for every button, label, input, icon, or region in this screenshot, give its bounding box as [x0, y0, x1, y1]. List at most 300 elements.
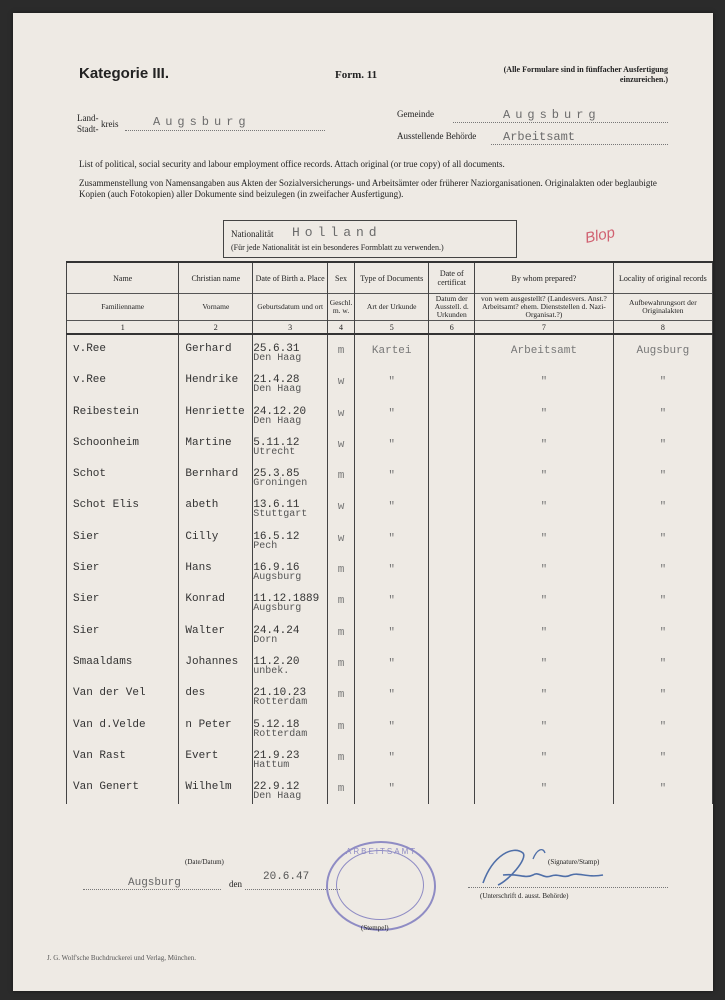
records-body [67, 334, 713, 804]
cell-first-name [179, 366, 253, 397]
behoerde-label: Ausstellende Behörde [397, 131, 477, 141]
cell-doc-type [355, 491, 429, 522]
cell-locality-text: " [659, 532, 667, 545]
cell-name [67, 585, 179, 616]
signature-line [468, 887, 668, 888]
cell-name-text: Van d.Velde [73, 718, 146, 731]
cell-sex [328, 334, 355, 366]
cell-doc-type-text: " [388, 657, 395, 670]
kreis-label: kreis [101, 119, 119, 129]
nationality-note: (Für jede Nationalität ist ein besonderes Formblatt zu verwenden.) [231, 243, 444, 252]
cell-prepared-by-text: " [540, 657, 548, 670]
cell-doc-type [355, 679, 429, 710]
cell-name-text: Sier [73, 624, 100, 637]
birth-place: Stuttgart [253, 509, 308, 521]
cell-first-name [179, 334, 253, 366]
cell-doc-type-text: " [388, 407, 395, 420]
date-value: 20.6.47 [263, 871, 310, 883]
cell-prepared-by-text: " [540, 720, 548, 733]
birth-date: 16.9.16 [253, 562, 300, 575]
cell-first-name [179, 398, 253, 429]
cell-cert-date [429, 523, 475, 554]
cell-doc-type-text: " [388, 689, 395, 702]
place-value: Augsburg [128, 877, 181, 889]
cell-cert-date [429, 398, 475, 429]
behoerde-line [491, 144, 668, 145]
cell-doc-type-text: " [388, 595, 395, 608]
form-category-title: Kategorie III. [79, 65, 170, 82]
cell-doc-type [355, 711, 429, 742]
cell-doc-type-text: Kartei [371, 345, 412, 357]
form-number: Form. 11 [335, 69, 378, 81]
cell-first-name-text: abeth [185, 499, 219, 512]
cell-locality [613, 398, 712, 429]
cell-name-text: Schot Elis [73, 499, 140, 512]
cell-doc-type [355, 334, 429, 366]
cell-prepared-by-text: Arbeitsamt [510, 345, 577, 357]
col-header-en: Locality of original records [613, 262, 712, 294]
date-label: (Date/Datum) [185, 858, 224, 866]
col-header-de: Geschl. m. w. [328, 294, 355, 321]
col-number: 2 [179, 321, 253, 335]
cell-doc-type [355, 585, 429, 616]
table-row [67, 711, 713, 742]
cell-doc-type [355, 773, 429, 804]
cell-sex-text: m [337, 689, 345, 702]
cell-locality [613, 742, 712, 773]
office-stamp-inner-ring [336, 850, 424, 920]
cell-doc-type-text: " [388, 438, 395, 451]
cell-locality [613, 773, 712, 804]
cell-sex [328, 523, 355, 554]
cell-first-name [179, 460, 253, 491]
birth-date: 21.4.28 [253, 374, 300, 387]
cell-sex-text: m [337, 751, 345, 764]
cell-sex-text: w [337, 532, 345, 545]
cell-prepared-by-text: " [540, 751, 548, 764]
cell-name-text: Van der Vel [73, 687, 146, 700]
cell-name-text: Schoonheim [73, 436, 140, 449]
cell-sex-text: m [337, 626, 345, 639]
col-number: 3 [253, 321, 328, 335]
col-header-de: Vorname [179, 294, 253, 321]
cell-birth [253, 366, 328, 397]
cell-cert-date [429, 742, 475, 773]
birth-place: Augsburg [253, 603, 302, 615]
cell-name [67, 429, 179, 460]
cell-locality-text: " [659, 595, 667, 608]
cell-first-name-text: Gerhard [185, 343, 232, 355]
birth-date: 21.10.23 [253, 687, 307, 700]
cell-sex [328, 554, 355, 585]
cell-first-name-text: n Peter [185, 718, 232, 731]
cell-name [67, 773, 179, 804]
cell-prepared-by [475, 398, 614, 429]
gemeinde-label: Gemeinde [397, 109, 434, 119]
cell-sex-text: w [337, 438, 345, 451]
cell-first-name [179, 429, 253, 460]
cell-first-name-text: des [185, 687, 206, 700]
red-pencil-mark: Blop [583, 224, 617, 247]
cell-birth [253, 711, 328, 742]
birth-place: Dorn [253, 634, 278, 646]
nationality-label: Nationalität [231, 229, 274, 239]
cell-name-text: v.Ree [73, 374, 107, 387]
cell-sex [328, 429, 355, 460]
cell-cert-date [429, 460, 475, 491]
col-header-de: von wem ausgestellt? (Landesvers. Anst.? Arbeitsamt? ehem. Dienststellen d. Nazi-Organisat.?) [475, 294, 614, 321]
cell-locality [613, 585, 712, 616]
col-number: 4 [328, 321, 355, 335]
cell-sex [328, 711, 355, 742]
cell-name [67, 334, 179, 366]
birth-date: 5.12.18 [253, 718, 300, 731]
cell-birth [253, 334, 328, 366]
cell-sex-text: w [337, 501, 345, 514]
cell-locality-text: " [659, 376, 667, 389]
cell-first-name [179, 554, 253, 585]
cell-sex [328, 648, 355, 679]
cell-first-name-text: Henriette [185, 405, 245, 418]
cell-first-name [179, 773, 253, 804]
header-row-german [67, 294, 713, 321]
cell-prepared-by [475, 679, 614, 710]
cell-sex [328, 460, 355, 491]
cell-birth [253, 429, 328, 460]
birth-place: Rotterdam [253, 728, 308, 740]
birth-date: 16.5.12 [253, 530, 300, 543]
cell-locality-text: " [659, 407, 667, 420]
birth-date: 25.3.85 [253, 468, 300, 481]
cell-sex-text: m [337, 595, 345, 608]
place-line [83, 889, 221, 890]
cell-first-name [179, 711, 253, 742]
cell-first-name-text: Walter [185, 624, 225, 637]
cell-name-text: Schot [73, 468, 107, 481]
birth-date: 13.6.11 [253, 499, 300, 512]
cell-locality-text: " [659, 501, 667, 514]
cell-name [67, 523, 179, 554]
cell-name-text: Van Genert [73, 781, 140, 794]
cell-locality-text: Augsburg [636, 345, 690, 357]
cell-name [67, 491, 179, 522]
cell-locality-text: " [659, 470, 667, 483]
cell-name-text: Sier [73, 562, 100, 575]
den-label: den [229, 879, 242, 889]
cell-first-name-text: Martine [185, 436, 232, 449]
birth-place: Utrecht [253, 446, 296, 458]
birth-place: Hattum [253, 759, 290, 771]
cell-prepared-by-text: " [540, 626, 548, 639]
cell-locality-text: " [659, 783, 667, 796]
birth-date: 24.12.20 [253, 405, 307, 418]
cell-cert-date [429, 773, 475, 804]
instructions-german: Zusammenstellung von Namensangaben aus Akten der Sozialversicherungs- und Arbeitsämter oder früherer Naziorganisationen. Originalakten oder beglaubigte Kopien (auch Fotokopien) aller Dokumente sind beizulegen (in zweifacher Ausfertigung). [79, 178, 657, 199]
cell-sex-text: m [337, 564, 345, 577]
col-header-en: Christian name [179, 262, 253, 294]
col-header-de: Familienname [67, 294, 179, 321]
cell-locality [613, 523, 712, 554]
cell-name [67, 679, 179, 710]
table-row [67, 585, 713, 616]
cell-cert-date [429, 334, 475, 366]
cell-name-text: Smaaldams [73, 655, 133, 668]
cell-doc-type-text: " [388, 720, 395, 733]
cell-prepared-by [475, 773, 614, 804]
col-header-en: By whom prepared? [475, 262, 614, 294]
birth-date: 21.9.23 [253, 749, 300, 762]
instructions-english: List of political, social security and labour employment office records. Attach original (or true copy) of all documents. [79, 159, 505, 169]
cell-locality-text: " [659, 657, 667, 670]
birth-place: Pech [253, 540, 278, 552]
cell-cert-date [429, 491, 475, 522]
cell-locality [613, 491, 712, 522]
cell-first-name [179, 585, 253, 616]
cell-first-name-text: Konrad [185, 593, 225, 606]
cell-locality [613, 554, 712, 585]
cell-cert-date [429, 679, 475, 710]
cell-prepared-by [475, 491, 614, 522]
cell-birth [253, 742, 328, 773]
cell-doc-type-text: " [388, 626, 395, 639]
cell-locality [613, 648, 712, 679]
cell-sex [328, 742, 355, 773]
cell-birth [253, 773, 328, 804]
col-number: 5 [355, 321, 429, 335]
cell-doc-type [355, 460, 429, 491]
cell-sex [328, 617, 355, 648]
cell-locality-text: " [659, 689, 667, 702]
cell-name-text: Reibestein [73, 405, 140, 418]
col-header-en: Type of Documents [355, 262, 429, 294]
cell-birth [253, 523, 328, 554]
cell-prepared-by [475, 429, 614, 460]
cell-prepared-by [475, 460, 614, 491]
cell-prepared-by-text: " [540, 376, 548, 389]
col-header-de: Geburtsdatum und ort [253, 294, 328, 321]
cell-locality-text: " [659, 438, 667, 451]
printer-imprint: J. G. Wolf'sche Buchdruckerei und Verlag, München. [47, 954, 196, 962]
birth-place: Augsburg [253, 572, 302, 584]
table-row [67, 773, 713, 804]
nationality-box [223, 220, 517, 258]
col-header-en: Date of Birth a. Place [253, 262, 328, 294]
cell-sex-text: w [337, 407, 345, 420]
birth-date: 24.4.24 [253, 624, 300, 637]
cell-locality-text: " [659, 564, 667, 577]
col-header-de: Datum der Ausstell. d. Urkunden [429, 294, 475, 321]
table-row [67, 366, 713, 397]
col-header-de: Art der Urkunde [355, 294, 429, 321]
office-stamp-text: ARBEITSAMT [346, 847, 418, 856]
cell-first-name [179, 617, 253, 648]
cell-locality [613, 679, 712, 710]
cell-cert-date [429, 429, 475, 460]
cell-prepared-by [475, 554, 614, 585]
cell-prepared-by-text: " [540, 501, 548, 514]
cell-locality-text: " [659, 626, 667, 639]
cell-cert-date [429, 585, 475, 616]
cell-first-name-text: Hendrike [185, 374, 239, 387]
cell-sex [328, 679, 355, 710]
cell-sex [328, 491, 355, 522]
signature-stamp-label: (Signature/Stamp) [548, 858, 600, 866]
office-stamp [326, 841, 436, 931]
cell-first-name [179, 523, 253, 554]
table-row [67, 679, 713, 710]
cell-first-name-text: Evert [185, 749, 219, 762]
cell-prepared-by [475, 617, 614, 648]
cell-name [67, 711, 179, 742]
cell-sex-text: w [337, 376, 345, 389]
cell-birth [253, 648, 328, 679]
cell-first-name-text: Bernhard [185, 468, 239, 481]
cell-name-text: v.Ree [73, 343, 107, 355]
cell-prepared-by [475, 742, 614, 773]
cell-doc-type-text: " [388, 564, 395, 577]
cell-doc-type-text: " [388, 470, 395, 483]
table-row [67, 742, 713, 773]
col-header-en: Date of certificat [429, 262, 475, 294]
table-row [67, 648, 713, 679]
cell-birth [253, 585, 328, 616]
table-row [67, 398, 713, 429]
cell-doc-type [355, 523, 429, 554]
birth-place: unbek. [253, 665, 290, 677]
cell-cert-date [429, 711, 475, 742]
cell-sex [328, 398, 355, 429]
cell-first-name [179, 648, 253, 679]
cell-doc-type-text: " [388, 501, 395, 514]
cell-prepared-by-text: " [540, 470, 548, 483]
cell-doc-type [355, 429, 429, 460]
birth-date: 11.12.1889 [253, 593, 320, 606]
birth-place: Den Haag [253, 791, 302, 803]
cell-locality [613, 460, 712, 491]
cell-first-name-text: Johannes [185, 655, 239, 668]
cell-locality [613, 711, 712, 742]
cell-cert-date [429, 617, 475, 648]
cell-doc-type [355, 554, 429, 585]
cell-first-name [179, 742, 253, 773]
cell-doc-type [355, 398, 429, 429]
gemeinde-value: Augsburg [503, 108, 601, 122]
signature-label: (Unterschrift d. ausst. Behörde) [480, 892, 569, 900]
cell-sex-text: m [337, 470, 345, 483]
birth-place: Den Haag [253, 384, 302, 396]
cell-birth [253, 554, 328, 585]
cell-name-text: Sier [73, 530, 100, 543]
gemeinde-line [453, 122, 668, 123]
cell-doc-type [355, 648, 429, 679]
cell-name [67, 366, 179, 397]
table-row [67, 334, 713, 366]
cell-locality-text: " [659, 751, 667, 764]
cell-sex-text: m [337, 657, 345, 670]
col-number: 8 [613, 321, 712, 335]
cell-doc-type-text: " [388, 751, 395, 764]
cell-locality [613, 429, 712, 460]
table-row [67, 617, 713, 648]
cell-first-name [179, 491, 253, 522]
cell-birth [253, 617, 328, 648]
birth-place: Groningen [253, 478, 308, 490]
cell-name [67, 554, 179, 585]
birth-date: 25.6.31 [253, 343, 300, 355]
cell-prepared-by-text: " [540, 407, 548, 420]
table-row [67, 491, 713, 522]
cell-sex-text: m [337, 345, 345, 357]
cell-name-text: Sier [73, 593, 100, 606]
cell-locality-text: " [659, 720, 667, 733]
form-sheet [13, 13, 713, 991]
cell-birth [253, 460, 328, 491]
cell-name [67, 648, 179, 679]
copies-note: (Alle Formulare sind in fünffacher Ausfertigung einzureichen.) [503, 65, 668, 84]
cell-prepared-by [475, 648, 614, 679]
col-number: 1 [67, 321, 179, 335]
table-row [67, 429, 713, 460]
cell-locality [613, 617, 712, 648]
header-row-numbers [67, 321, 713, 335]
landkreis-value: Augsburg [153, 115, 251, 129]
cell-birth [253, 491, 328, 522]
cell-doc-type-text: " [388, 783, 395, 796]
stempel-label: (Stempel) [361, 924, 389, 932]
cell-prepared-by-text: " [540, 564, 548, 577]
table-row [67, 554, 713, 585]
cell-cert-date [429, 648, 475, 679]
cell-name [67, 398, 179, 429]
cell-prepared-by [475, 366, 614, 397]
col-number: 7 [475, 321, 614, 335]
birth-date: 22.9.12 [253, 781, 300, 794]
cell-prepared-by-text: " [540, 689, 548, 702]
cell-sex [328, 773, 355, 804]
cell-doc-type-text: " [388, 376, 395, 389]
landkreis-line [125, 130, 325, 131]
nationality-value: Holland [292, 225, 382, 240]
cell-doc-type [355, 742, 429, 773]
header-row-english [67, 262, 713, 294]
table-row [67, 460, 713, 491]
cell-prepared-by-text: " [540, 532, 548, 545]
cell-prepared-by [475, 585, 614, 616]
birth-date: 11.2.20 [253, 655, 300, 668]
cell-name-text: Van Rast [73, 749, 126, 762]
cell-name [67, 617, 179, 648]
cell-sex [328, 366, 355, 397]
cell-doc-type [355, 617, 429, 648]
cell-prepared-by [475, 334, 614, 366]
behoerde-value: Arbeitsamt [503, 130, 576, 144]
cell-name [67, 460, 179, 491]
col-number: 6 [429, 321, 475, 335]
cell-locality [613, 366, 712, 397]
cell-first-name-text: Hans [185, 562, 212, 575]
cell-birth [253, 398, 328, 429]
col-header-en: Name [67, 262, 179, 294]
birth-date: 5.11.12 [253, 436, 300, 449]
cell-birth [253, 679, 328, 710]
records-table [66, 261, 713, 804]
birth-place: Rotterdam [253, 697, 308, 709]
cell-sex [328, 585, 355, 616]
cell-first-name-text: Cilly [185, 530, 219, 543]
col-header-de: Aufbewahrungsort der Originalakten [613, 294, 712, 321]
cell-cert-date [429, 554, 475, 585]
birth-place: Den Haag [253, 415, 302, 427]
